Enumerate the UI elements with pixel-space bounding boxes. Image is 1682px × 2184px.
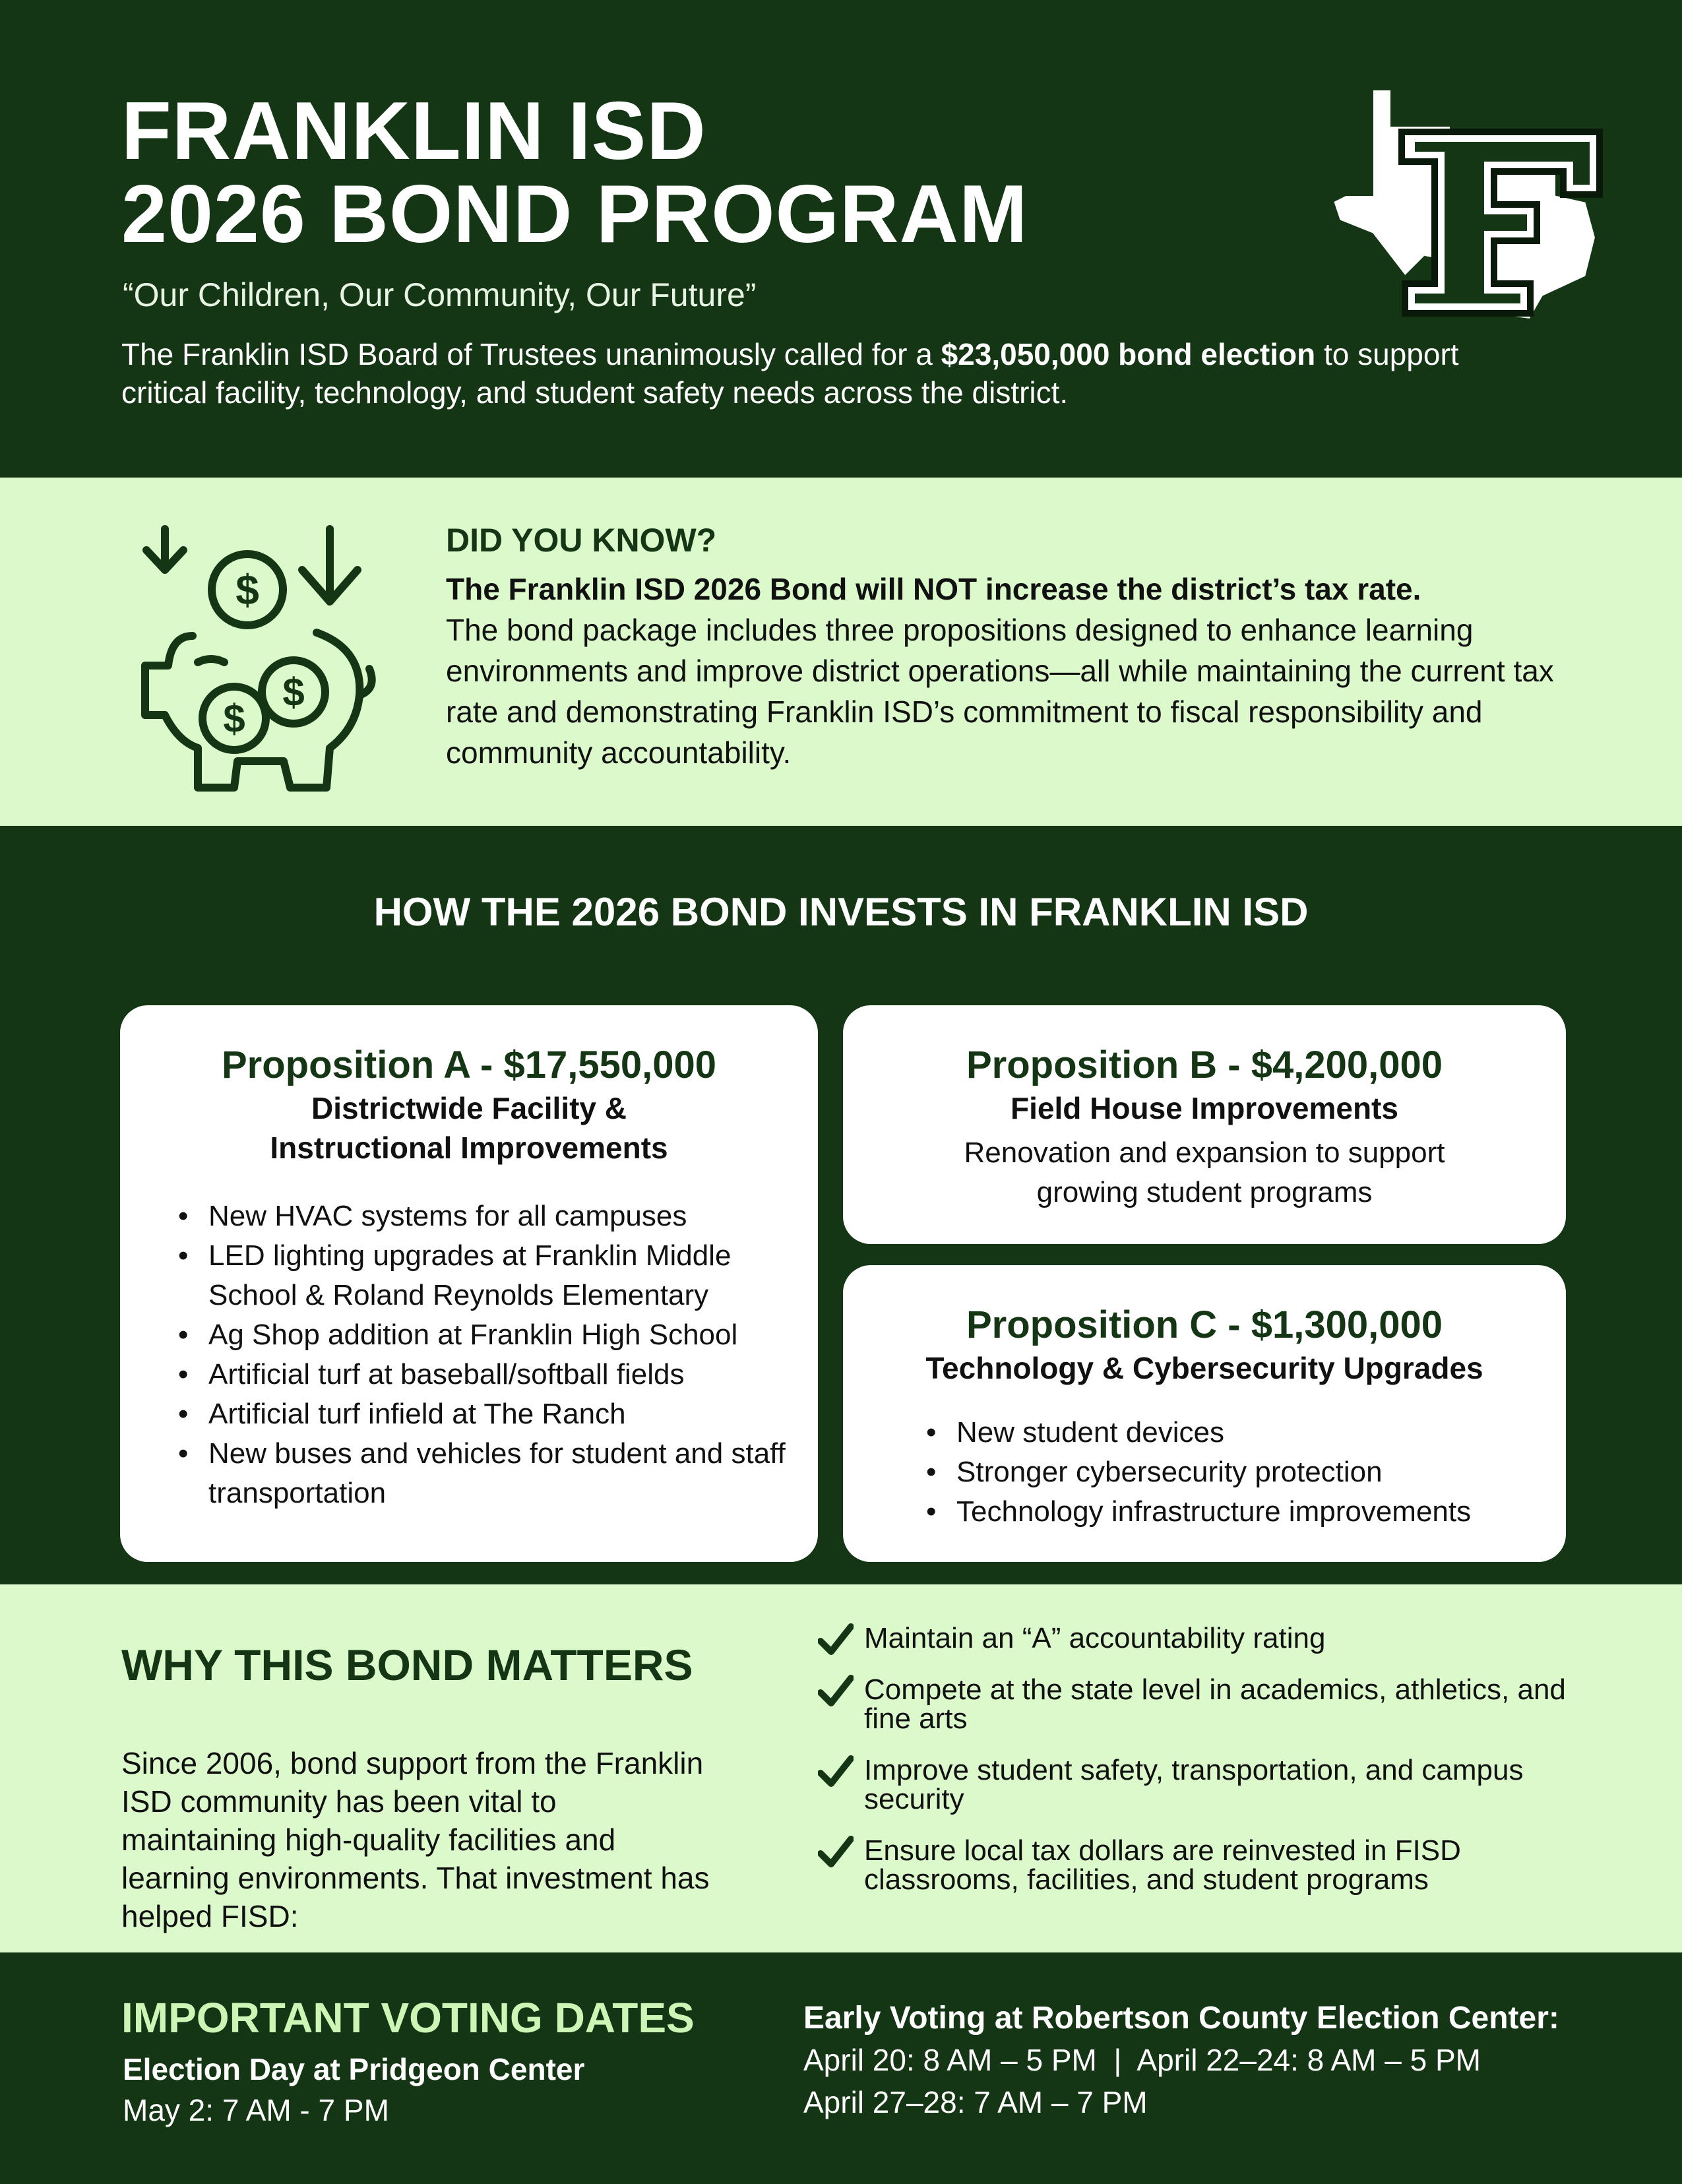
proposition-c-list xyxy=(956,1413,1566,1532)
did-you-know-text xyxy=(446,521,1580,773)
proposition-a-title: Proposition A - $17,550,000 xyxy=(222,1044,716,1086)
svg-text:$: $ xyxy=(235,566,259,613)
list-item: • Stronger cybersecurity protection xyxy=(956,1452,1566,1492)
list-item: • New student devices xyxy=(956,1413,1566,1452)
early-voting-heading: Early Voting at Robertson County Election Center: xyxy=(803,2001,1559,2036)
list-item xyxy=(818,1836,1609,1894)
title-line-2: 2026 BOND PROGRAM xyxy=(121,169,1028,260)
did-you-know-heading: DID YOU KNOW? xyxy=(446,522,717,559)
proposition-b-card xyxy=(843,1005,1566,1244)
proposition-a-subtitle-line-1: Districtwide Facility & xyxy=(311,1091,627,1125)
why-section xyxy=(0,1584,1682,1952)
title-line-1: FRANKLIN ISD xyxy=(121,86,706,177)
invest-heading: HOW THE 2026 BOND INVESTS IN FRANKLIN ISD xyxy=(373,890,1309,934)
election-day-label: Election Day at Pridgeon Center xyxy=(123,2052,585,2086)
piggy-bank-dollar-icon xyxy=(132,524,383,801)
benefit-text: Maintain an “A” accountability rating xyxy=(864,1622,1326,1654)
intro-paragraph xyxy=(121,335,1474,412)
election-day-time: May 2: 7 AM - 7 PM xyxy=(123,2093,389,2127)
list-item: • Artificial turf at baseball/softball fields xyxy=(208,1355,792,1394)
intro-text-start: The Franklin ISD Board of Trustees unanimously called for a xyxy=(121,337,941,371)
proposition-b-description xyxy=(843,1133,1566,1212)
why-body: Since 2006, bond support from the Franklin ISD community has been vital to maintaining high-quality facilities and learning environments. That investment has helped FISD: xyxy=(121,1746,710,1933)
header-section xyxy=(0,0,1682,478)
benefit-text: Compete at the state level in academics, athletics, and fine arts xyxy=(864,1673,1566,1735)
did-you-know-section xyxy=(0,478,1682,826)
tagline: “Our Children, Our Community, Our Future” xyxy=(123,276,757,313)
why-benefits-list xyxy=(818,1624,1609,1917)
list-item: • Artificial turf infield at The Ranch xyxy=(208,1394,792,1434)
proposition-b-description-line-1: Renovation and expansion to support xyxy=(964,1137,1445,1169)
list-item xyxy=(818,1756,1609,1814)
proposition-b-description-line-2: growing student programs xyxy=(1036,1176,1373,1208)
list-item: • New HVAC systems for all campuses xyxy=(208,1197,792,1236)
checkmark-icon xyxy=(818,1835,854,1868)
benefit-text: Improve student safety, transportation, and campus security xyxy=(864,1754,1524,1815)
intro-bond-amount: $23,050,000 bond election xyxy=(941,337,1316,371)
why-heading: WHY THIS BOND MATTERS xyxy=(121,1640,693,1689)
voting-heading: IMPORTANT VOTING DATES xyxy=(121,1994,695,2042)
did-you-know-body: The bond package includes three propositions designed to enhance learning environments and improve district operations—all while maintaining the current tax rate and demonstrating Franklin ISD’s commitment to fiscal responsibility and community accountability. xyxy=(446,613,1554,770)
invest-section xyxy=(0,826,1682,1584)
proposition-c-card xyxy=(843,1265,1566,1562)
proposition-c-subtitle: Technology & Cybersecurity Upgrades xyxy=(925,1351,1483,1385)
proposition-b-subtitle: Field House Improvements xyxy=(1011,1091,1398,1125)
proposition-b-title: Proposition B - $4,200,000 xyxy=(966,1044,1443,1086)
proposition-c-title: Proposition C - $1,300,000 xyxy=(966,1303,1443,1346)
texas-f-logo-icon xyxy=(1326,86,1642,323)
list-item: • LED lighting upgrades at Franklin Middle School & Roland Reynolds Elementary xyxy=(208,1236,792,1315)
checkmark-icon xyxy=(818,1623,854,1656)
list-item: • New buses and vehicles for student and staff transportation xyxy=(208,1434,792,1513)
list-item xyxy=(818,1675,1609,1733)
proposition-a-card xyxy=(120,1005,818,1562)
voting-section xyxy=(0,1952,1682,2184)
intro-text-end: to support critical facility, technology, and student safety needs across the district. xyxy=(121,337,1459,410)
page-title xyxy=(121,86,1028,260)
svg-text:$: $ xyxy=(282,670,305,714)
benefit-text: Ensure local tax dollars are reinvested in FISD classrooms, facilities, and student programs xyxy=(864,1834,1461,1896)
list-item xyxy=(818,1624,1609,1653)
list-item: • Ag Shop addition at Franklin High School xyxy=(208,1315,792,1355)
proposition-a-subtitle-line-2: Instructional Improvements xyxy=(270,1131,668,1165)
checkmark-icon xyxy=(818,1755,854,1788)
early-voting-dates-2: April 27–28: 7 AM – 7 PM xyxy=(803,2085,1148,2119)
tax-rate-statement: The Franklin ISD 2026 Bond will NOT increase the district’s tax rate. xyxy=(446,572,1421,606)
checkmark-icon xyxy=(818,1674,854,1707)
svg-text:$: $ xyxy=(223,697,245,741)
early-voting-dates-1: April 20: 8 AM – 5 PM | April 22–24: 8 AM – 5 PM xyxy=(803,2043,1481,2077)
proposition-a-list xyxy=(208,1197,792,1513)
list-item: • Technology infrastructure improvements xyxy=(956,1492,1566,1532)
